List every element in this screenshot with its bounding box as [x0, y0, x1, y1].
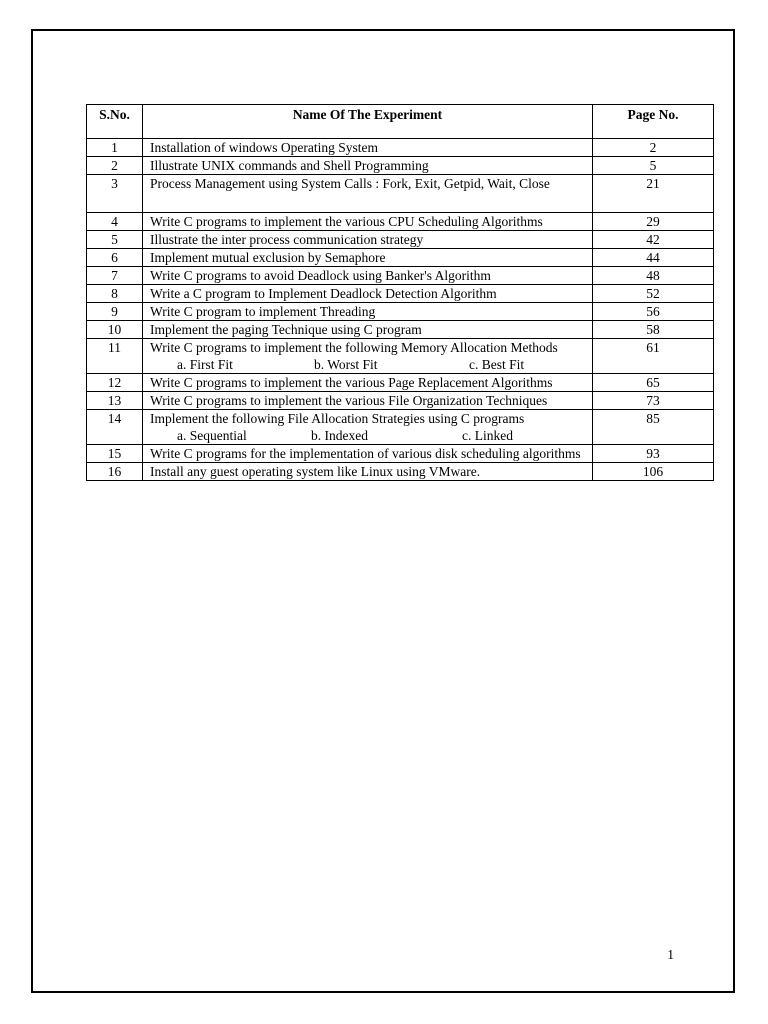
header-row [87, 105, 714, 139]
row-page-no: 61 [593, 339, 714, 374]
sub-item: a. First Fit [177, 357, 233, 372]
page-number: 1 [667, 947, 674, 962]
table-row [87, 303, 714, 321]
sub-item: c. Linked [462, 428, 513, 443]
row-experiment-name: Implement the paging Technique using C program [143, 321, 593, 339]
row-experiment-name: Write C programs to implement the various File Organization Techniques [143, 392, 593, 410]
row-experiment-name: Write C program to implement Threading [143, 303, 593, 321]
row-sno: 14 [87, 410, 143, 445]
row-page-no: 56 [593, 303, 714, 321]
row-experiment-name: Implement mutual exclusion by Semaphore [143, 249, 593, 267]
row-sno: 11 [87, 339, 143, 374]
table-row [87, 139, 714, 157]
row-experiment-name: Installation of windows Operating System [143, 139, 593, 157]
table-row [87, 339, 714, 374]
row-experiment-name: Write C programs to implement the various Page Replacement Algorithms [143, 374, 593, 392]
row-sno: 8 [87, 285, 143, 303]
row-experiment-name: Write C programs for the implementation of various disk scheduling algorithms [143, 445, 593, 463]
row-experiment-name: Install any guest operating system like Linux using VMware. [143, 463, 593, 481]
row-experiment-name: Write a C program to Implement Deadlock Detection Algorithm [143, 285, 593, 303]
row-experiment-name [143, 410, 593, 445]
row-sno: 1 [87, 139, 143, 157]
table-row [87, 267, 714, 285]
row-experiment-title: Implement the following File Allocation Strategies using C programs [150, 411, 525, 426]
row-sno: 10 [87, 321, 143, 339]
row-sno: 3 [87, 175, 143, 213]
row-sno: 9 [87, 303, 143, 321]
row-experiment-name: Write C programs to implement the various CPU Scheduling Algorithms [143, 213, 593, 231]
table-row [87, 374, 714, 392]
header-page-no: Page No. [593, 105, 714, 139]
row-page-no: 5 [593, 157, 714, 175]
sub-item: b. Indexed [311, 428, 368, 443]
row-page-no: 73 [593, 392, 714, 410]
header-experiment-name: Name Of The Experiment [143, 105, 593, 139]
row-experiment-name: Illustrate UNIX commands and Shell Programming [143, 157, 593, 175]
row-page-no: 2 [593, 139, 714, 157]
experiment-index-table [86, 104, 714, 481]
table-row [87, 463, 714, 481]
table-row [87, 410, 714, 445]
sub-item-list [150, 356, 585, 373]
row-sno: 16 [87, 463, 143, 481]
row-page-no: 58 [593, 321, 714, 339]
row-page-no: 65 [593, 374, 714, 392]
sub-item: b. Worst Fit [314, 357, 378, 372]
table-row [87, 213, 714, 231]
row-page-no: 29 [593, 213, 714, 231]
row-sno: 13 [87, 392, 143, 410]
table-row [87, 321, 714, 339]
row-sno: 12 [87, 374, 143, 392]
row-experiment-name [143, 339, 593, 374]
row-page-no: 21 [593, 175, 714, 213]
table-row [87, 392, 714, 410]
table-row [87, 175, 714, 213]
table-body [87, 139, 714, 481]
row-page-no: 48 [593, 267, 714, 285]
row-experiment-name: Illustrate the inter process communication strategy [143, 231, 593, 249]
row-sno: 2 [87, 157, 143, 175]
row-sno: 7 [87, 267, 143, 285]
row-sno: 15 [87, 445, 143, 463]
row-sno: 4 [87, 213, 143, 231]
row-experiment-title: Write C programs to implement the following Memory Allocation Methods [150, 340, 558, 355]
row-sno: 6 [87, 249, 143, 267]
row-page-no: 52 [593, 285, 714, 303]
sub-item: a. Sequential [177, 428, 247, 443]
table-row [87, 231, 714, 249]
row-experiment-name: Write C programs to avoid Deadlock using Banker's Algorithm [143, 267, 593, 285]
header-sno: S.No. [87, 105, 143, 139]
row-page-no: 85 [593, 410, 714, 445]
table-row [87, 445, 714, 463]
row-experiment-name: Process Management using System Calls : Fork, Exit, Getpid, Wait, Close [143, 175, 593, 213]
row-page-no: 44 [593, 249, 714, 267]
table-row [87, 157, 714, 175]
table-row [87, 249, 714, 267]
sub-item-list [150, 427, 585, 444]
table-row [87, 285, 714, 303]
row-page-no: 42 [593, 231, 714, 249]
sub-item: c. Best Fit [469, 357, 525, 372]
row-page-no: 106 [593, 463, 714, 481]
row-page-no: 93 [593, 445, 714, 463]
row-sno: 5 [87, 231, 143, 249]
table-header [87, 105, 714, 139]
